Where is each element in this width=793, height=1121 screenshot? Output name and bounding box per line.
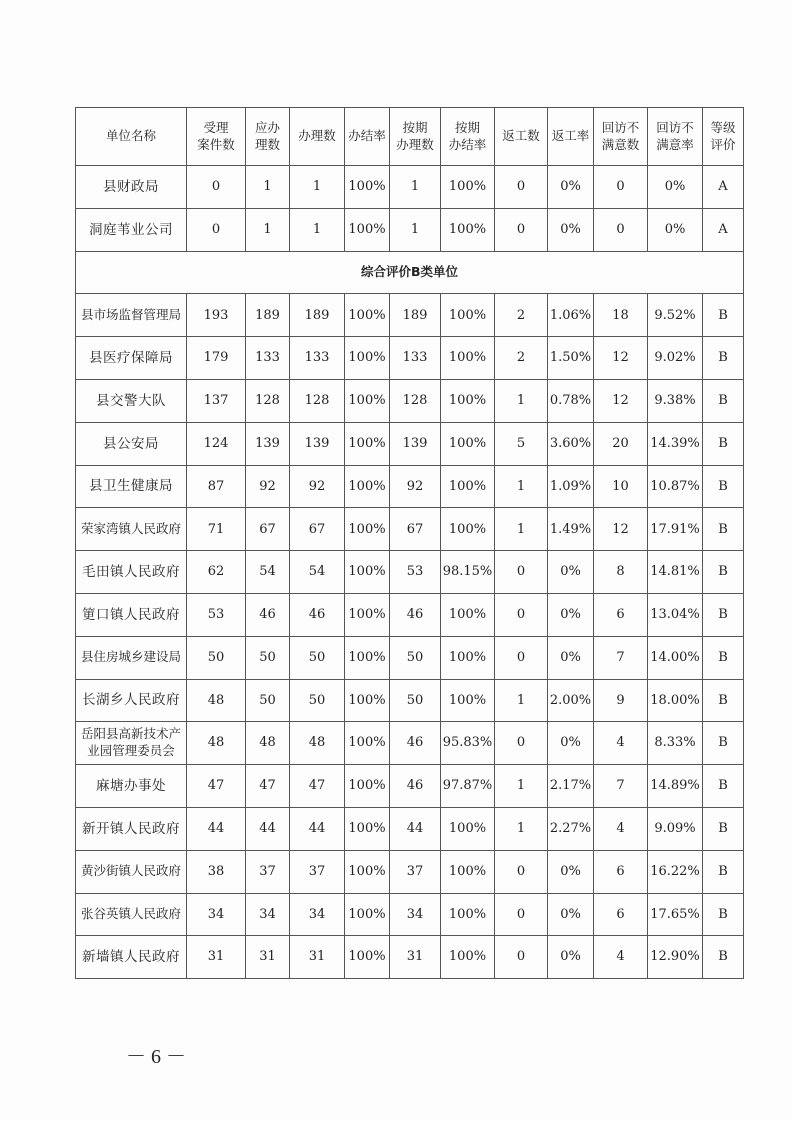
value-cell: 0%: [548, 593, 594, 636]
value-cell: 0%: [548, 166, 594, 209]
value-cell: 0: [495, 551, 548, 594]
value-cell: 100%: [345, 166, 390, 209]
value-cell: 7: [594, 765, 648, 808]
value-cell: 100%: [345, 508, 390, 551]
value-cell: 100%: [345, 850, 390, 893]
value-cell: 5: [495, 422, 548, 465]
value-cell: 133: [390, 337, 441, 380]
page-number: － 6 －: [126, 1046, 186, 1068]
unit-name-cell: 洞庭苇业公司: [76, 208, 187, 251]
value-cell: 133: [290, 337, 345, 380]
value-cell: 0%: [548, 850, 594, 893]
value-cell: 100%: [345, 593, 390, 636]
unit-name-cell: 岳阳县高新技术产业园管理委员会: [76, 722, 187, 765]
unit-name-cell: 新墙镇人民政府: [76, 936, 187, 979]
value-cell: 92: [246, 465, 290, 508]
unit-name-cell: 县住房城乡建设局: [76, 636, 187, 679]
value-cell: 0: [594, 166, 648, 209]
value-cell: 100%: [345, 722, 390, 765]
value-cell: 0: [495, 936, 548, 979]
value-cell: 189: [290, 294, 345, 337]
value-cell: B: [703, 465, 744, 508]
value-cell: 0%: [548, 208, 594, 251]
value-cell: 0%: [648, 208, 703, 251]
unit-name-cell: 毛田镇人民政府: [76, 551, 187, 594]
value-cell: 31: [290, 936, 345, 979]
value-cell: 17.91%: [648, 508, 703, 551]
value-cell: 47: [187, 765, 246, 808]
value-cell: 100%: [345, 936, 390, 979]
column-header: 等级 评价: [703, 108, 744, 166]
unit-name-cell: 麻塘办事处: [76, 765, 187, 808]
value-cell: 0: [495, 893, 548, 936]
value-cell: 0: [187, 208, 246, 251]
value-cell: 1.49%: [548, 508, 594, 551]
value-cell: 37: [390, 850, 441, 893]
value-cell: 100%: [345, 765, 390, 808]
value-cell: 1: [495, 679, 548, 722]
unit-name-cell: 县卫生健康局: [76, 465, 187, 508]
value-cell: 0%: [548, 722, 594, 765]
value-cell: 100%: [345, 379, 390, 422]
value-cell: 34: [290, 893, 345, 936]
value-cell: 100%: [345, 551, 390, 594]
unit-name-cell: 新开镇人民政府: [76, 807, 187, 850]
value-cell: 9.09%: [648, 807, 703, 850]
value-cell: 4: [594, 807, 648, 850]
value-cell: 53: [390, 551, 441, 594]
value-cell: 48: [187, 722, 246, 765]
value-cell: 13.04%: [648, 593, 703, 636]
table-row: [76, 636, 744, 679]
unit-name-cell: 荣家湾镇人民政府: [76, 508, 187, 551]
unit-name-cell: 县市场监督管理局: [76, 294, 187, 337]
value-cell: 0%: [548, 636, 594, 679]
value-cell: 18: [594, 294, 648, 337]
value-cell: 37: [246, 850, 290, 893]
value-cell: 47: [290, 765, 345, 808]
value-cell: 46: [390, 722, 441, 765]
section-title: 综合评价B类单位: [76, 251, 744, 294]
value-cell: 2: [495, 294, 548, 337]
value-cell: 12: [594, 379, 648, 422]
table-row: [76, 166, 744, 209]
value-cell: B: [703, 893, 744, 936]
unit-name-cell: 张谷英镇人民政府: [76, 893, 187, 936]
table-row: [76, 208, 744, 251]
value-cell: 100%: [441, 850, 495, 893]
value-cell: 4: [594, 936, 648, 979]
table-row: [76, 850, 744, 893]
table-row: [76, 765, 744, 808]
table-row: [76, 593, 744, 636]
value-cell: 1: [246, 166, 290, 209]
value-cell: 10: [594, 465, 648, 508]
value-cell: 139: [390, 422, 441, 465]
value-cell: 6: [594, 893, 648, 936]
table-row: [76, 337, 744, 380]
column-header: 办结率: [345, 108, 390, 166]
column-header: 回访不 满意数: [594, 108, 648, 166]
value-cell: 14.39%: [648, 422, 703, 465]
value-cell: B: [703, 807, 744, 850]
value-cell: 44: [390, 807, 441, 850]
value-cell: 100%: [345, 208, 390, 251]
column-header: 应办 理数: [246, 108, 290, 166]
value-cell: 100%: [345, 422, 390, 465]
value-cell: 54: [246, 551, 290, 594]
value-cell: 1: [246, 208, 290, 251]
value-cell: 1: [290, 166, 345, 209]
value-cell: B: [703, 551, 744, 594]
value-cell: 100%: [441, 422, 495, 465]
unit-name-cell: 县公安局: [76, 422, 187, 465]
value-cell: 34: [187, 893, 246, 936]
value-cell: 1: [390, 166, 441, 209]
column-header: 返工率: [548, 108, 594, 166]
value-cell: 1.50%: [548, 337, 594, 380]
value-cell: 1: [290, 208, 345, 251]
value-cell: B: [703, 936, 744, 979]
table-row: [76, 679, 744, 722]
value-cell: 48: [246, 722, 290, 765]
value-cell: 71: [187, 508, 246, 551]
value-cell: 46: [246, 593, 290, 636]
value-cell: 0%: [548, 551, 594, 594]
value-cell: 92: [290, 465, 345, 508]
value-cell: 9.38%: [648, 379, 703, 422]
value-cell: B: [703, 337, 744, 380]
value-cell: 100%: [345, 636, 390, 679]
value-cell: 50: [290, 679, 345, 722]
value-cell: 0%: [648, 166, 703, 209]
value-cell: 0%: [548, 936, 594, 979]
table-row: [76, 465, 744, 508]
value-cell: 50: [290, 636, 345, 679]
value-cell: 9: [594, 679, 648, 722]
value-cell: 100%: [345, 807, 390, 850]
value-cell: 34: [246, 893, 290, 936]
value-cell: 0: [495, 208, 548, 251]
value-cell: B: [703, 765, 744, 808]
value-cell: 124: [187, 422, 246, 465]
value-cell: 31: [390, 936, 441, 979]
value-cell: 139: [290, 422, 345, 465]
value-cell: 100%: [441, 166, 495, 209]
value-cell: 47: [246, 765, 290, 808]
value-cell: 95.83%: [441, 722, 495, 765]
unit-name-cell: 县交警大队: [76, 379, 187, 422]
value-cell: 37: [290, 850, 345, 893]
value-cell: 4: [594, 722, 648, 765]
value-cell: 100%: [441, 294, 495, 337]
value-cell: 100%: [345, 294, 390, 337]
column-header: 按期 办结率: [441, 108, 495, 166]
value-cell: 100%: [345, 337, 390, 380]
value-cell: 137: [187, 379, 246, 422]
value-cell: 46: [390, 593, 441, 636]
value-cell: 44: [246, 807, 290, 850]
table-row: [76, 379, 744, 422]
table-row: [76, 508, 744, 551]
value-cell: 100%: [345, 679, 390, 722]
value-cell: 1: [495, 508, 548, 551]
unit-name-cell: 筻口镇人民政府: [76, 593, 187, 636]
value-cell: 128: [290, 379, 345, 422]
value-cell: 50: [187, 636, 246, 679]
value-cell: 133: [246, 337, 290, 380]
value-cell: 100%: [441, 508, 495, 551]
value-cell: 128: [246, 379, 290, 422]
value-cell: 67: [290, 508, 345, 551]
table-row: [76, 807, 744, 850]
value-cell: 6: [594, 850, 648, 893]
value-cell: B: [703, 294, 744, 337]
value-cell: 1.09%: [548, 465, 594, 508]
value-cell: 67: [246, 508, 290, 551]
value-cell: 100%: [441, 465, 495, 508]
value-cell: 0: [495, 636, 548, 679]
value-cell: 50: [390, 636, 441, 679]
value-cell: 189: [390, 294, 441, 337]
value-cell: 12: [594, 337, 648, 380]
value-cell: 3.60%: [548, 422, 594, 465]
value-cell: 1: [495, 465, 548, 508]
value-cell: B: [703, 679, 744, 722]
value-cell: 17.65%: [648, 893, 703, 936]
value-cell: 179: [187, 337, 246, 380]
column-header: 返工数: [495, 108, 548, 166]
value-cell: B: [703, 850, 744, 893]
value-cell: 0%: [548, 893, 594, 936]
value-cell: 97.87%: [441, 765, 495, 808]
value-cell: 100%: [441, 807, 495, 850]
value-cell: 16.22%: [648, 850, 703, 893]
value-cell: 100%: [441, 636, 495, 679]
value-cell: 100%: [441, 337, 495, 380]
value-cell: 53: [187, 593, 246, 636]
value-cell: 8.33%: [648, 722, 703, 765]
table-row: [76, 422, 744, 465]
value-cell: 189: [246, 294, 290, 337]
value-cell: 100%: [441, 893, 495, 936]
value-cell: 46: [390, 765, 441, 808]
value-cell: 0.78%: [548, 379, 594, 422]
value-cell: A: [703, 166, 744, 209]
value-cell: 2.17%: [548, 765, 594, 808]
value-cell: 9.02%: [648, 337, 703, 380]
value-cell: 0: [495, 850, 548, 893]
value-cell: 2.00%: [548, 679, 594, 722]
value-cell: 139: [246, 422, 290, 465]
value-cell: 2: [495, 337, 548, 380]
value-cell: 100%: [441, 208, 495, 251]
value-cell: 50: [390, 679, 441, 722]
value-cell: 0: [495, 166, 548, 209]
value-cell: 7: [594, 636, 648, 679]
column-header: 单位名称: [76, 108, 187, 166]
value-cell: B: [703, 508, 744, 551]
value-cell: B: [703, 379, 744, 422]
value-cell: 14.81%: [648, 551, 703, 594]
value-cell: 100%: [441, 379, 495, 422]
value-cell: 100%: [441, 679, 495, 722]
value-cell: 193: [187, 294, 246, 337]
value-cell: 6: [594, 593, 648, 636]
value-cell: 67: [390, 508, 441, 551]
value-cell: 100%: [345, 893, 390, 936]
value-cell: 0: [187, 166, 246, 209]
value-cell: 14.00%: [648, 636, 703, 679]
unit-name-cell: 黄沙街镇人民政府: [76, 850, 187, 893]
value-cell: 31: [246, 936, 290, 979]
value-cell: 50: [246, 636, 290, 679]
value-cell: 1: [495, 765, 548, 808]
section-row: [76, 251, 744, 294]
value-cell: 0: [495, 722, 548, 765]
column-header: 受理 案件数: [187, 108, 246, 166]
value-cell: 1.06%: [548, 294, 594, 337]
value-cell: B: [703, 636, 744, 679]
value-cell: 38: [187, 850, 246, 893]
value-cell: 9.52%: [648, 294, 703, 337]
table-row: [76, 722, 744, 765]
table-row: [76, 893, 744, 936]
value-cell: 12: [594, 508, 648, 551]
column-header: 回访不 满意率: [648, 108, 703, 166]
value-cell: 100%: [345, 465, 390, 508]
value-cell: 54: [290, 551, 345, 594]
value-cell: B: [703, 722, 744, 765]
value-cell: 31: [187, 936, 246, 979]
value-cell: 2.27%: [548, 807, 594, 850]
value-cell: 1: [495, 379, 548, 422]
value-cell: 44: [187, 807, 246, 850]
column-header: 办理数: [290, 108, 345, 166]
value-cell: 87: [187, 465, 246, 508]
value-cell: 20: [594, 422, 648, 465]
value-cell: 8: [594, 551, 648, 594]
value-cell: 62: [187, 551, 246, 594]
value-cell: 48: [290, 722, 345, 765]
value-cell: 12.90%: [648, 936, 703, 979]
value-cell: 10.87%: [648, 465, 703, 508]
value-cell: 98.15%: [441, 551, 495, 594]
unit-name-cell: 县财政局: [76, 166, 187, 209]
column-header: 按期 办理数: [390, 108, 441, 166]
value-cell: 100%: [441, 593, 495, 636]
value-cell: 128: [390, 379, 441, 422]
value-cell: B: [703, 422, 744, 465]
value-cell: 14.89%: [648, 765, 703, 808]
value-cell: 100%: [441, 936, 495, 979]
table-header-row: [76, 108, 744, 166]
table-row: [76, 936, 744, 979]
table-row: [76, 551, 744, 594]
unit-name-cell: 长湖乡人民政府: [76, 679, 187, 722]
unit-name-cell: 县医疗保障局: [76, 337, 187, 380]
value-cell: 44: [290, 807, 345, 850]
value-cell: 46: [290, 593, 345, 636]
value-cell: 0: [495, 593, 548, 636]
table-row: [76, 294, 744, 337]
value-cell: 34: [390, 893, 441, 936]
value-cell: 48: [187, 679, 246, 722]
value-cell: 92: [390, 465, 441, 508]
value-cell: A: [703, 208, 744, 251]
evaluation-table: [75, 107, 744, 979]
value-cell: B: [703, 593, 744, 636]
value-cell: 50: [246, 679, 290, 722]
value-cell: 1: [495, 807, 548, 850]
value-cell: 1: [390, 208, 441, 251]
value-cell: 18.00%: [648, 679, 703, 722]
value-cell: 0: [594, 208, 648, 251]
